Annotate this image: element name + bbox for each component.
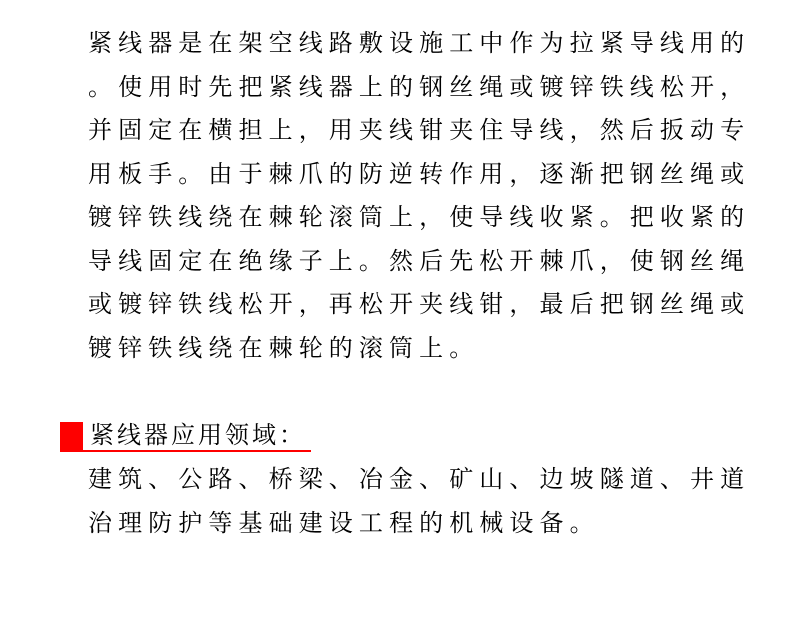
application-line: 治理防护等基础建设工程的机械设备。 bbox=[88, 509, 600, 537]
intro-line: 用板手。由于棘爪的防逆转作用，逐渐把钢丝绳或 bbox=[88, 160, 751, 188]
intro-line: 镀锌铁线绕在棘轮滚筒上，使导线收紧。把收紧的 bbox=[88, 204, 751, 231]
intro-line: 导线固定在绝缘子上。然后先松开棘爪，使钢丝绳 bbox=[88, 247, 751, 275]
application-paragraph bbox=[88, 458, 751, 545]
intro-line: 紧线器是在架空线路敷设施工中作为拉紧导线用的 bbox=[88, 30, 751, 57]
section-heading-text: 紧线器应用领域： bbox=[90, 422, 306, 449]
intro-line: 镀锌铁线绕在棘轮的滚筒上。 bbox=[88, 334, 480, 362]
intro-line: 。使用时先把紧线器上的钢丝绳或镀锌铁线松开， bbox=[88, 73, 751, 101]
intro-line: 或镀锌铁线松开，再松开夹线钳，最后把钢丝绳或 bbox=[88, 291, 751, 318]
intro-line: 并固定在横担上，用夹线钳夹住导线，然后扳动专 bbox=[88, 117, 751, 144]
application-line: 建筑、公路、桥梁、冶金、矿山、边坡隧道、井道 bbox=[88, 466, 751, 493]
intro-paragraph bbox=[88, 22, 751, 370]
section-heading bbox=[60, 421, 311, 452]
red-square-bullet-icon bbox=[60, 422, 83, 450]
